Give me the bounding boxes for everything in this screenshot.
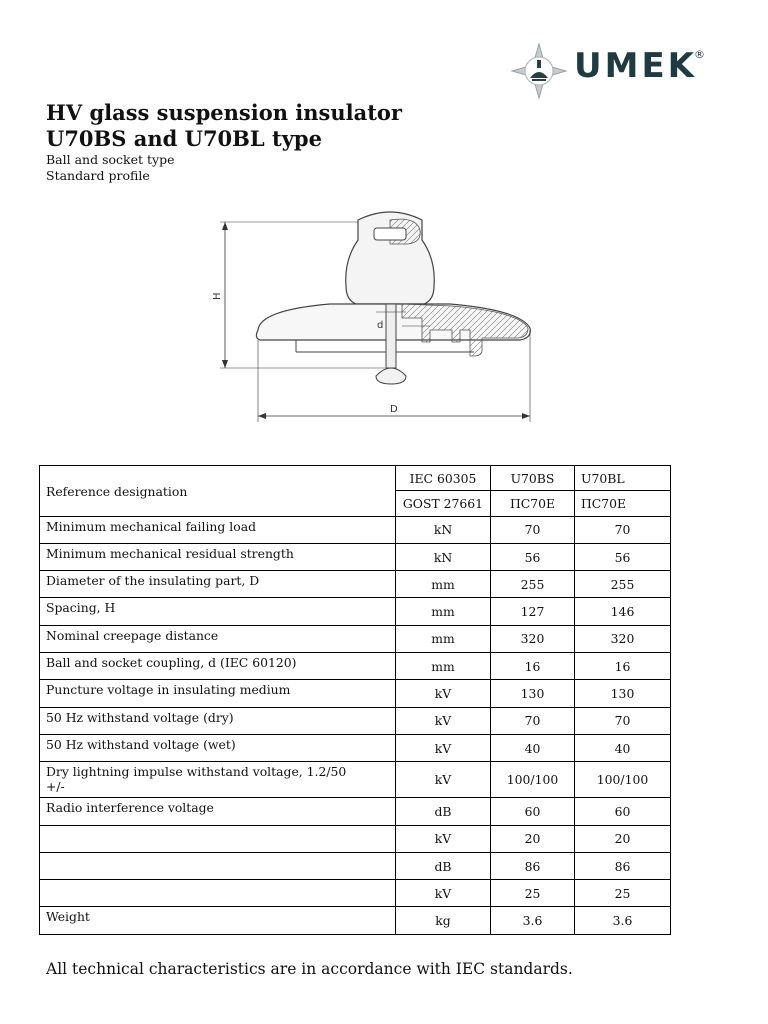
row-unit: mm: [396, 571, 491, 598]
table-row: [40, 516, 671, 543]
row-value-2: 255: [575, 571, 671, 598]
std-gost: GOST 27661: [396, 491, 491, 516]
label-d-big: D: [390, 404, 398, 415]
table-row: [40, 907, 671, 934]
std-iec: IEC 60305: [396, 466, 491, 491]
table-row: [40, 852, 671, 879]
row-label: Minimum mechanical residual strength: [40, 543, 396, 570]
insulator-drawing-svg: [190, 200, 590, 430]
registered-mark: ®: [694, 48, 705, 61]
row-label: Weight: [40, 907, 396, 934]
row-value-2: 60: [575, 798, 671, 825]
row-value-2: 320: [575, 625, 671, 652]
row-value-2: 100/100: [575, 762, 671, 798]
row-label: Spacing, H: [40, 598, 396, 625]
row-unit: mm: [396, 653, 491, 680]
row-unit: kV: [396, 680, 491, 707]
row-value-2: 25: [575, 880, 671, 907]
row-value-1: 130: [491, 680, 575, 707]
row-value-1: 255: [491, 571, 575, 598]
row-value-1: 60: [491, 798, 575, 825]
row-value-1: 25: [491, 880, 575, 907]
brand-logo: [510, 42, 710, 98]
insulator-drawing: [190, 200, 590, 430]
row-value-2: 20: [575, 825, 671, 852]
type-u70bs: U70BS: [491, 466, 575, 491]
table-row: [40, 762, 671, 798]
subtitle-line2: Standard profile: [46, 168, 150, 183]
label-d-small: d: [377, 320, 384, 331]
table-row: [40, 880, 671, 907]
row-value-2: 3.6: [575, 907, 671, 934]
subtitle-line1: Ball and socket type: [46, 152, 175, 167]
table-row: [40, 598, 671, 625]
row-unit: kV: [396, 734, 491, 761]
title-block: [46, 100, 402, 184]
row-value-2: 130: [575, 680, 671, 707]
row-label: Minimum mechanical failing load: [40, 516, 396, 543]
row-unit: kV: [396, 880, 491, 907]
row-label: 50 Hz withstand voltage (wet): [40, 734, 396, 761]
row-value-2: 70: [575, 516, 671, 543]
table-row: [40, 571, 671, 598]
row-value-1: 20: [491, 825, 575, 852]
row-value-2: 16: [575, 653, 671, 680]
row-value-2: 146: [575, 598, 671, 625]
table-row: [40, 798, 671, 825]
row-unit: kN: [396, 516, 491, 543]
row-unit: kV: [396, 762, 491, 798]
row-label-line1: Dry lightning impulse withstand voltage, 1.2/50: [46, 764, 347, 780]
footer-note: All technical characteristics are in accordance with IEC standards.: [46, 960, 573, 978]
table-header-row: [40, 466, 671, 491]
row-label: 50 Hz withstand voltage (dry): [40, 707, 396, 734]
table-row: [40, 734, 671, 761]
row-label: Radio interference voltage: [40, 798, 396, 825]
table-row: [40, 625, 671, 652]
row-label: Ball and socket coupling, d (IEC 60120): [40, 653, 396, 680]
umek-emblem-icon: [510, 42, 568, 100]
row-value-2: 86: [575, 852, 671, 879]
type-u70bl: U70BL: [575, 466, 671, 491]
row-value-1: 127: [491, 598, 575, 625]
row-unit: kg: [396, 907, 491, 934]
row-label: Diameter of the insulating part, D: [40, 571, 396, 598]
row-value-1: 40: [491, 734, 575, 761]
row-label: [40, 852, 396, 879]
row-unit: kV: [396, 707, 491, 734]
page-title-line1: HV glass suspension insulator: [46, 100, 402, 125]
row-value-1: 70: [491, 516, 575, 543]
row-unit: kV: [396, 825, 491, 852]
row-value-2: 56: [575, 543, 671, 570]
table-row: [40, 653, 671, 680]
row-label: Nominal creepage distance: [40, 625, 396, 652]
type-ps70e-1: ПС70Е: [491, 491, 575, 516]
row-label-line2: +/-: [46, 779, 65, 795]
row-unit: mm: [396, 625, 491, 652]
table-row: [40, 707, 671, 734]
table-row: [40, 825, 671, 852]
type-ps70e-2: ПС70Е: [575, 491, 671, 516]
row-label: [40, 825, 396, 852]
row-label: Puncture voltage in insulating medium: [40, 680, 396, 707]
table-row: [40, 680, 671, 707]
spec-table: [39, 465, 671, 935]
row-label: [40, 762, 396, 798]
brand-name: UMEK: [574, 46, 698, 86]
row-value-1: 56: [491, 543, 575, 570]
reference-designation: Reference designation: [40, 466, 396, 517]
table-row: [40, 543, 671, 570]
page-title-line2: U70BS and U70BL type: [46, 126, 322, 151]
row-unit: mm: [396, 598, 491, 625]
row-value-1: 3.6: [491, 907, 575, 934]
row-value-1: 86: [491, 852, 575, 879]
row-value-1: 16: [491, 653, 575, 680]
row-unit: dB: [396, 852, 491, 879]
row-unit: dB: [396, 798, 491, 825]
row-label: [40, 880, 396, 907]
row-value-2: 40: [575, 734, 671, 761]
row-value-1: 100/100: [491, 762, 575, 798]
row-value-1: 320: [491, 625, 575, 652]
row-unit: kN: [396, 543, 491, 570]
row-value-1: 70: [491, 707, 575, 734]
row-value-2: 70: [575, 707, 671, 734]
label-h: H: [212, 292, 223, 300]
